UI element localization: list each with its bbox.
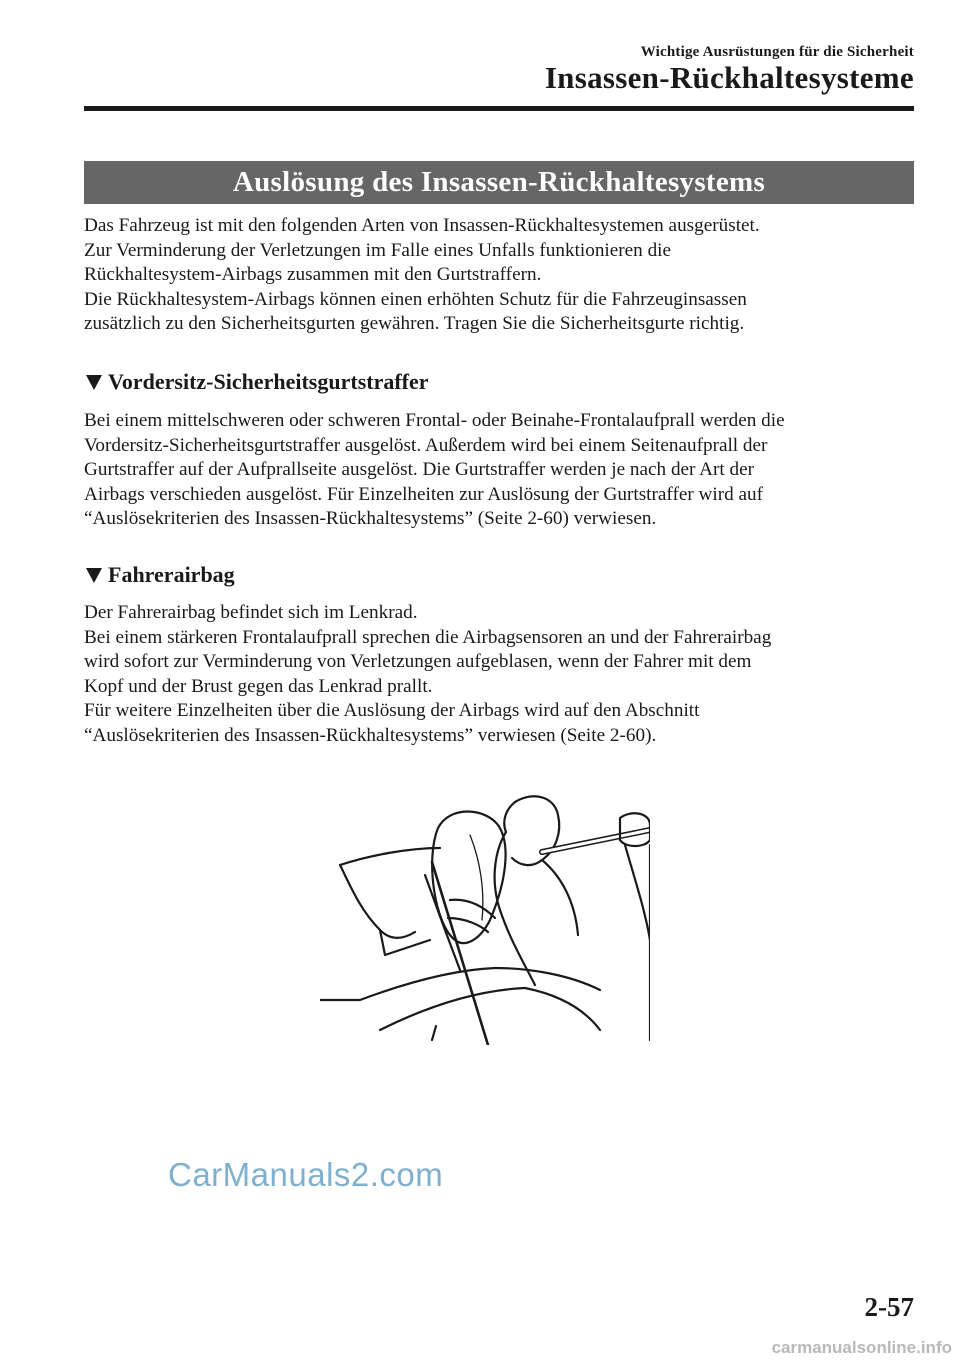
header-divider xyxy=(84,106,914,111)
driver-airbag-illustration xyxy=(320,790,650,1045)
subsection-body-gurtstraffer: Bei einem mittelschweren oder schweren Frontal- oder Beinahe-Frontalaufprall werden die Vordersitz-Sicherheitsgurtstraffer ausgelöst. Außerdem wird bei einem Seitenaufprall der Gurtstraffer auf der Aufprallseite ausgelöst. Die Gurtstraffer werden je nach der Art der Airbags verschieden ausgelöst. Für Einzelheiten zur Auslösung der Gurtstraffer wird auf “Auslösekriterien des Insassen-Rückhaltesystems” (Seite 2-60) verwiesen. xyxy=(84,410,785,530)
watermark-logo: CarManuals2.com xyxy=(168,1156,444,1193)
subsection-title: Fahrerairbag xyxy=(108,562,235,587)
subsection-heading-fahrerairbag xyxy=(86,562,235,588)
section-title-banner: Auslösung des Insassen-Rückhaltesystems xyxy=(84,161,914,204)
subsection-body-fahrerairbag: Der Fahrerairbag befindet sich im Lenkrad. Bei einem stärkeren Frontalaufprall sprechen die Airbagsensoren an und der Fahrerairbag wird sofort zur Verminderung von Verletzungen aufgeblasen, wenn der Fahrer mit dem Kopf und der Brust gegen das Lenkrad prallt. Für weitere Einzelheiten über die Auslösung der Airbags wird auf den Abschnitt “Auslösekriterien des Insassen-Rückhaltesystems” verwiesen (Seite 2-60). xyxy=(84,602,772,746)
subsection-heading-gurtstraffer xyxy=(86,369,429,395)
chapter-subtitle: Wichtige Ausrüstungen für die Sicherheit xyxy=(640,44,914,60)
triangle-down-icon xyxy=(86,568,102,583)
subsection-title: Vordersitz-Sicherheitsgurtstraffer xyxy=(108,369,429,394)
chapter-title: Insassen-Rückhaltesysteme xyxy=(544,60,914,95)
triangle-down-icon xyxy=(86,375,102,390)
page-number: 2-57 xyxy=(864,1292,914,1322)
footer-watermark: carmanualsonline.info xyxy=(771,1338,952,1357)
intro-paragraph: Das Fahrzeug ist mit den folgenden Arten von Insassen-Rückhaltesystemen ausgerüstet. Zur Verminderung der Verletzungen im Falle eines Unfalls funktionieren die Rückhaltesystem-Airbags zusammen mit den Gurtstraffern. Die Rückhaltesystem-Airbags können einen erhöhten Schutz für die Fahrzeuginsassen zusätzlich zu den Sicherheitsgurten gewähren. Tragen Sie die Sicherheitsgurte richtig. xyxy=(84,215,760,335)
